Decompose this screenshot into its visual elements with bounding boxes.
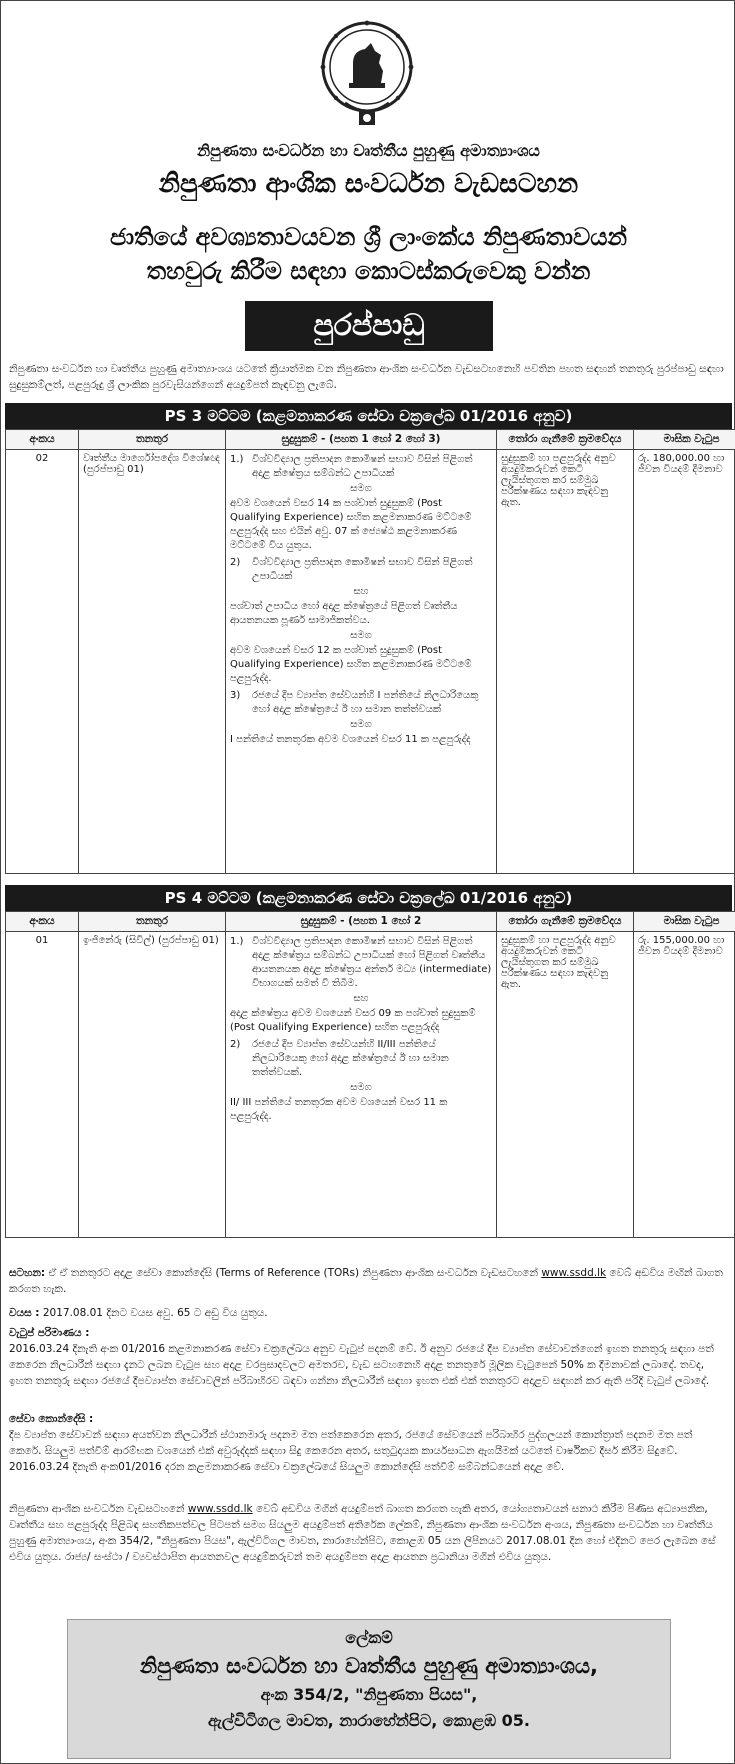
table-row: [6, 450, 735, 874]
monthly-salary: රු. 155,000.00 හා ජීවන වියදම් දීමනාව: [634, 932, 735, 1238]
col-no: අංකය: [6, 912, 79, 932]
post-title: ඉංජිනේරු (සිවිල්) (පුරප්පාඩු 01): [79, 932, 226, 1238]
ps4-header-row: [6, 912, 735, 932]
qualifications: 1.) විශ්වවිද්‍යාල ප්‍රතිපාදන කොමිෂන් සභාව විසින් පිළිගත් අදාළ ක්ෂේත්‍රය සම්බන්ධ උපාධියක් හෝ පිළිගත් වෘත්තීය ආයතනයක අදාළ ක්ෂේත්‍රය අන්තර් මධ්‍ය (intermediate) විභාගයක් සමත් වී තිබීම. සහ අදාළ ක්ෂේත්‍රය අවම වශයෙන් වසර 09 ක පශ්චාත් සුදුසුකම් (Post Qualifying Experience) සහිත පළපුරුද්ද 2) රජයේ දීප ව්‍යාප්ත සේවයන්හි II/III පන්තියේ නිලධාරියෙකු හෝ අදාළ ක්ෂේත්‍රයේ ඊ හා සමාන තත්ත්වයක්. සමග II/ III පන්තියේ තනතුරක අවම වශයෙන් වසර 11 ක පළපුරුද්ද.: [226, 932, 497, 1238]
col-no: අංකය: [6, 430, 79, 450]
ssdd-link[interactable]: www.ssdd.lk: [541, 1267, 607, 1279]
col-salary: මාසික වැටුප: [634, 430, 735, 450]
ps4-table: [5, 911, 735, 1238]
post-number: 02: [6, 450, 79, 874]
ps3-table: [5, 429, 735, 874]
note-terms: සටහන: ඒ ඒ තනතුරට අදාළ සේවා කොන්දේසි (Terms of Reference (TORs) නිපුණතා ආංශික සංවර්ධන වැඩසටහනේ www.ssdd.lk වෙබ් අඩවිය මඟින් බාගත කරගත හැක.: [9, 1267, 723, 1295]
secretary-title: ලේකම්: [345, 1628, 393, 1647]
selection-method: සුදුසුකම් හා පළපුරුද්ද අනුව අයදුම්කරුවන් කෙටි ලැයිස්තුගත කර සම්මුඛ පරීක්ෂණය සඳහා කැඳවනු ඇත.: [497, 450, 634, 874]
col-post: තනතුර: [79, 430, 226, 450]
col-method: තෝරා ගැනීමේ ක්‍රමවේදය: [497, 912, 634, 932]
call-line-2: තහවුරු කිරීම සඳහා කොටස්කරුවෙකු වන්න: [146, 257, 591, 285]
call-line-1: ජාතියේ අවශ්‍යතාවයවන ශ්‍රී ලාංකේය නිපුණතාවයන්: [109, 223, 628, 251]
ps3-band: PS 3 මට්ටම (කළමනාකරණ සේවා චක්‍රලේඛ 01/2016 අනුව): [5, 403, 732, 429]
monthly-salary: රු. 180,000.00 හා ජීවන වියදම් දීමනාව: [634, 450, 735, 874]
ssdd-link[interactable]: www.ssdd.lk: [187, 1503, 253, 1515]
sri-lanka-emblem-icon: [319, 19, 415, 131]
age-requirement: වයස : 2017.08.01 දිනට වයස අවු. 65 ට අඩු විය යුතුය.: [9, 1307, 268, 1319]
intro-paragraph: නිපුණතා සංවර්ධන හා වෘත්තීය පුහුණු අමාත්‍යාංශය යටතේ ක්‍රියාත්මක වන නිපුණතා ආංශික සංවර්ධන වැඩසටහනෙහි පවතින පහත සඳහන් තනතුරු පුරප්පාඩු සඳහා සුදුසුකම්ලත්, පළපුරුදු ශ්‍රී ලාංකික පුරවැසියන්ගෙන් අයදුම්පත් කැඳවනු ලැබේ.: [9, 363, 724, 391]
footer-address-2: ඇල්විටිගල මාවත, නාරාහේන්පිට, කොළඹ 05.: [207, 1711, 530, 1730]
vacancies-badge: පුරප්පාඩු: [245, 301, 493, 351]
secretary-address-box: [67, 1619, 671, 1759]
col-method: තෝරා ගැනීමේ ක්‍රමවේදය: [497, 430, 634, 450]
footer-address-1: අංක 354/2, "නිපුණතා පියස",: [260, 1685, 478, 1704]
col-post: තනතුර: [79, 912, 226, 932]
qualifications: 1.) විශ්වවිද්‍යාල ප්‍රතිපාදන කොමිෂන් සභාව විසින් පිළිගත් අදාළ ක්ෂේත්‍රය සම්බන්ධ උපාධියක් සමග අවම වශයෙන් වසර 14 ක පශ්චාත් සුදුසුකම් (Post Qualifying Experience) සහිත කළමනාකරණ මට්ටමේ පළපුරුද්ද සහ එයින් අවු. 07 ක් ජ්‍යෙෂ්ඨ කළමනාකරණ මට්ටමේ විය යුතුය. 2) විශ්වවිද්‍යාල ප්‍රතිපාදන කොමිෂන් සභාව විසින් පිළිගත් උපාධියක් සහ පශ්චාත් උපාධිය හෝ අදාළ ක්ෂේත්‍රයේ පිළිගත් වෘත්තීය ආයතනයක පූර්ණ සාමාජිකත්වය. සමග අවම වශයෙන් වසර 12 ක පශ්චාත් සුදුසුකම් (Post Qualifying Experience) සහිත කළමනාකරණ මට්ටමේ පළපුරුද්ද. 3) රජයේ දීප ව්‍යාප්ත සේවයන්හි I පන්තියේ නිලධාරියෙකු හෝ අදාළ ක්ෂේත්‍රයේ ඊ හා සමාන තත්ත්වයක් සමග I පන්තියේ තනතුරක අවම වශයෙන් වසර 11 ක පළපුරුද්ද: [226, 450, 497, 874]
ps3-header-row: [6, 430, 735, 450]
application-instructions: නිපුණතා ආංශික සංවර්ධන වැඩසටහනේ www.ssdd.lk වෙබ් අඩවිය මගින් අයදුම්පත් බාගත කරගත හැකි අතර, යෝග්‍යතාවයන් සනාථ කිරීම පිණිස අධ්‍යාපනික, වෘත්තීය සහ පළපුරුද්ද පිළිබඳ සහතිකපත්වල පිටපත් සමග සියලුම අයදුම්පත් අතිරේක ලේකම්, නිපුණතා ආංශික සංවර්ධන අංශය, නිපුණතා සංවර්ධන හා වෘත්තීය පුහුණු අමාත්‍යාංශය, අංක 354/2, "නිපුණතා පියස", ඇල්විටිගල මාවත, නාරාහේන්පිට, කොළඹ 05 යන ලිපිනයට 2017.08.01 දින හෝ එදිනට පෙර ලැබෙන සේ එවිය යුතුය. රාජ්‍ය/ සංස්ථා / ව්‍යවස්ථාපිත ආයතනවල අයදුම්කරුවන් තම අයදුම්පත අදාළ ආයතන ප්‍රධානියා මගින් එවිය යුතුය.: [9, 1503, 716, 1563]
post-number: 01: [6, 932, 79, 1238]
table-row: [6, 932, 735, 1238]
col-qualifications: සුදුසුකම් - (පහත 1 හෝ 2: [226, 912, 497, 932]
post-title: වෘත්තීය මාර්ගෝපදේශ විශේෂඥ (පුරප්පාඩු 01): [79, 450, 226, 874]
ps4-band: PS 4 මට්ටම (කළමනාකරණ සේවා චක්‍රලේඛ 01/2016 අනුව): [5, 885, 732, 911]
ministry-name: නිපුණතා සංවර්ධන හා වෘත්තීය පුහුණු අමාත්‍යාංශය: [197, 141, 540, 160]
col-qualifications: සුදුසුකම් - (පහත 1 හෝ 2 හෝ 3): [226, 430, 497, 450]
selection-method: සුදුසුකම් හා පළපුරුද්ද අනුව අයදුම්කරුවන් කෙටි ලැයිස්තුගත කර සම්මුඛ පරීක්ෂණය සඳහා කැඳවනු ඇත.: [497, 932, 634, 1238]
col-salary: මාසික වැටුප: [634, 912, 735, 932]
salary-scale-section: වැටුප් පරිමාණය : 2016.03.24 දිනැති අංක 01/2016 කළමනාකරණ සේවා චක්‍රලේඛය අනුව වැටුප් පදනම් වේ. ඊ අනුව රජයේ දීප ව්‍යාප්ත සේවාවන්ගෙන් ඉහත තනතුරු සඳහා පත් කෙරෙන නිලධාරීන් සඳහා දැනට ලබන වැටුප සහ අදාළ වරප්‍රසාදවලට අමතරව, වැඩ සටහනෙහි අදාළ තනතුරේ මූලික වැටුපෙන් 50% ක දීමනාවක් ලබාදේ. තවද, ඉහත තනතුරු සඳහා රජයේ දීපව්‍යාප්ත සේවාවලින් පරිබාහිරව බඳවා ගන්නා නිලධාරීන් සඳහා ඉහත එක් එක් තනතුරට අදාළව සඳහන් කර ඇති පරිදි වැටුප් ලබාදේ.: [9, 1327, 714, 1387]
footer-ministry: නිපුණතා සංවර්ධන හා වෘත්තීය පුහුණු අමාත්‍යාංශය,: [140, 1654, 598, 1678]
programme-title: නිපුණතා ආංශික සංවර්ධන වැඩසටහන: [158, 169, 579, 199]
service-conditions-section: සේවා කොන්දේසි : දීප ව්‍යාප්ත සේවාවන් සඳහා අයත්වන නිලධාරීන් ස්ථානමාරු පදනම මත පත්කෙරෙන අතර, රජයේ සේවයෙන් පරිබාහිර පුද්ගලයන් කොන්ත්‍රාත් පදනම මත පත් කෙරේ. සියලුම පත්වීම් ආරම්භක වශයෙන් එක් අවුරුද්දක් සඳහා සිදු කෙරෙන අතර, සතුටුදායක කාර්යසාධන ඇගයීමක් යටතේ වාර්ෂිකව දීර්ඝ කිරීම සිදුවේ. 2016.03.24 දිනැති අංක01/2016 දරන කළමනාකරණ සේවා චක්‍රලේඛයේ සියලුම කොන්දේසි පත්වීම් සම්බන්ධයෙන් අදාළ වේ.: [9, 1413, 693, 1473]
